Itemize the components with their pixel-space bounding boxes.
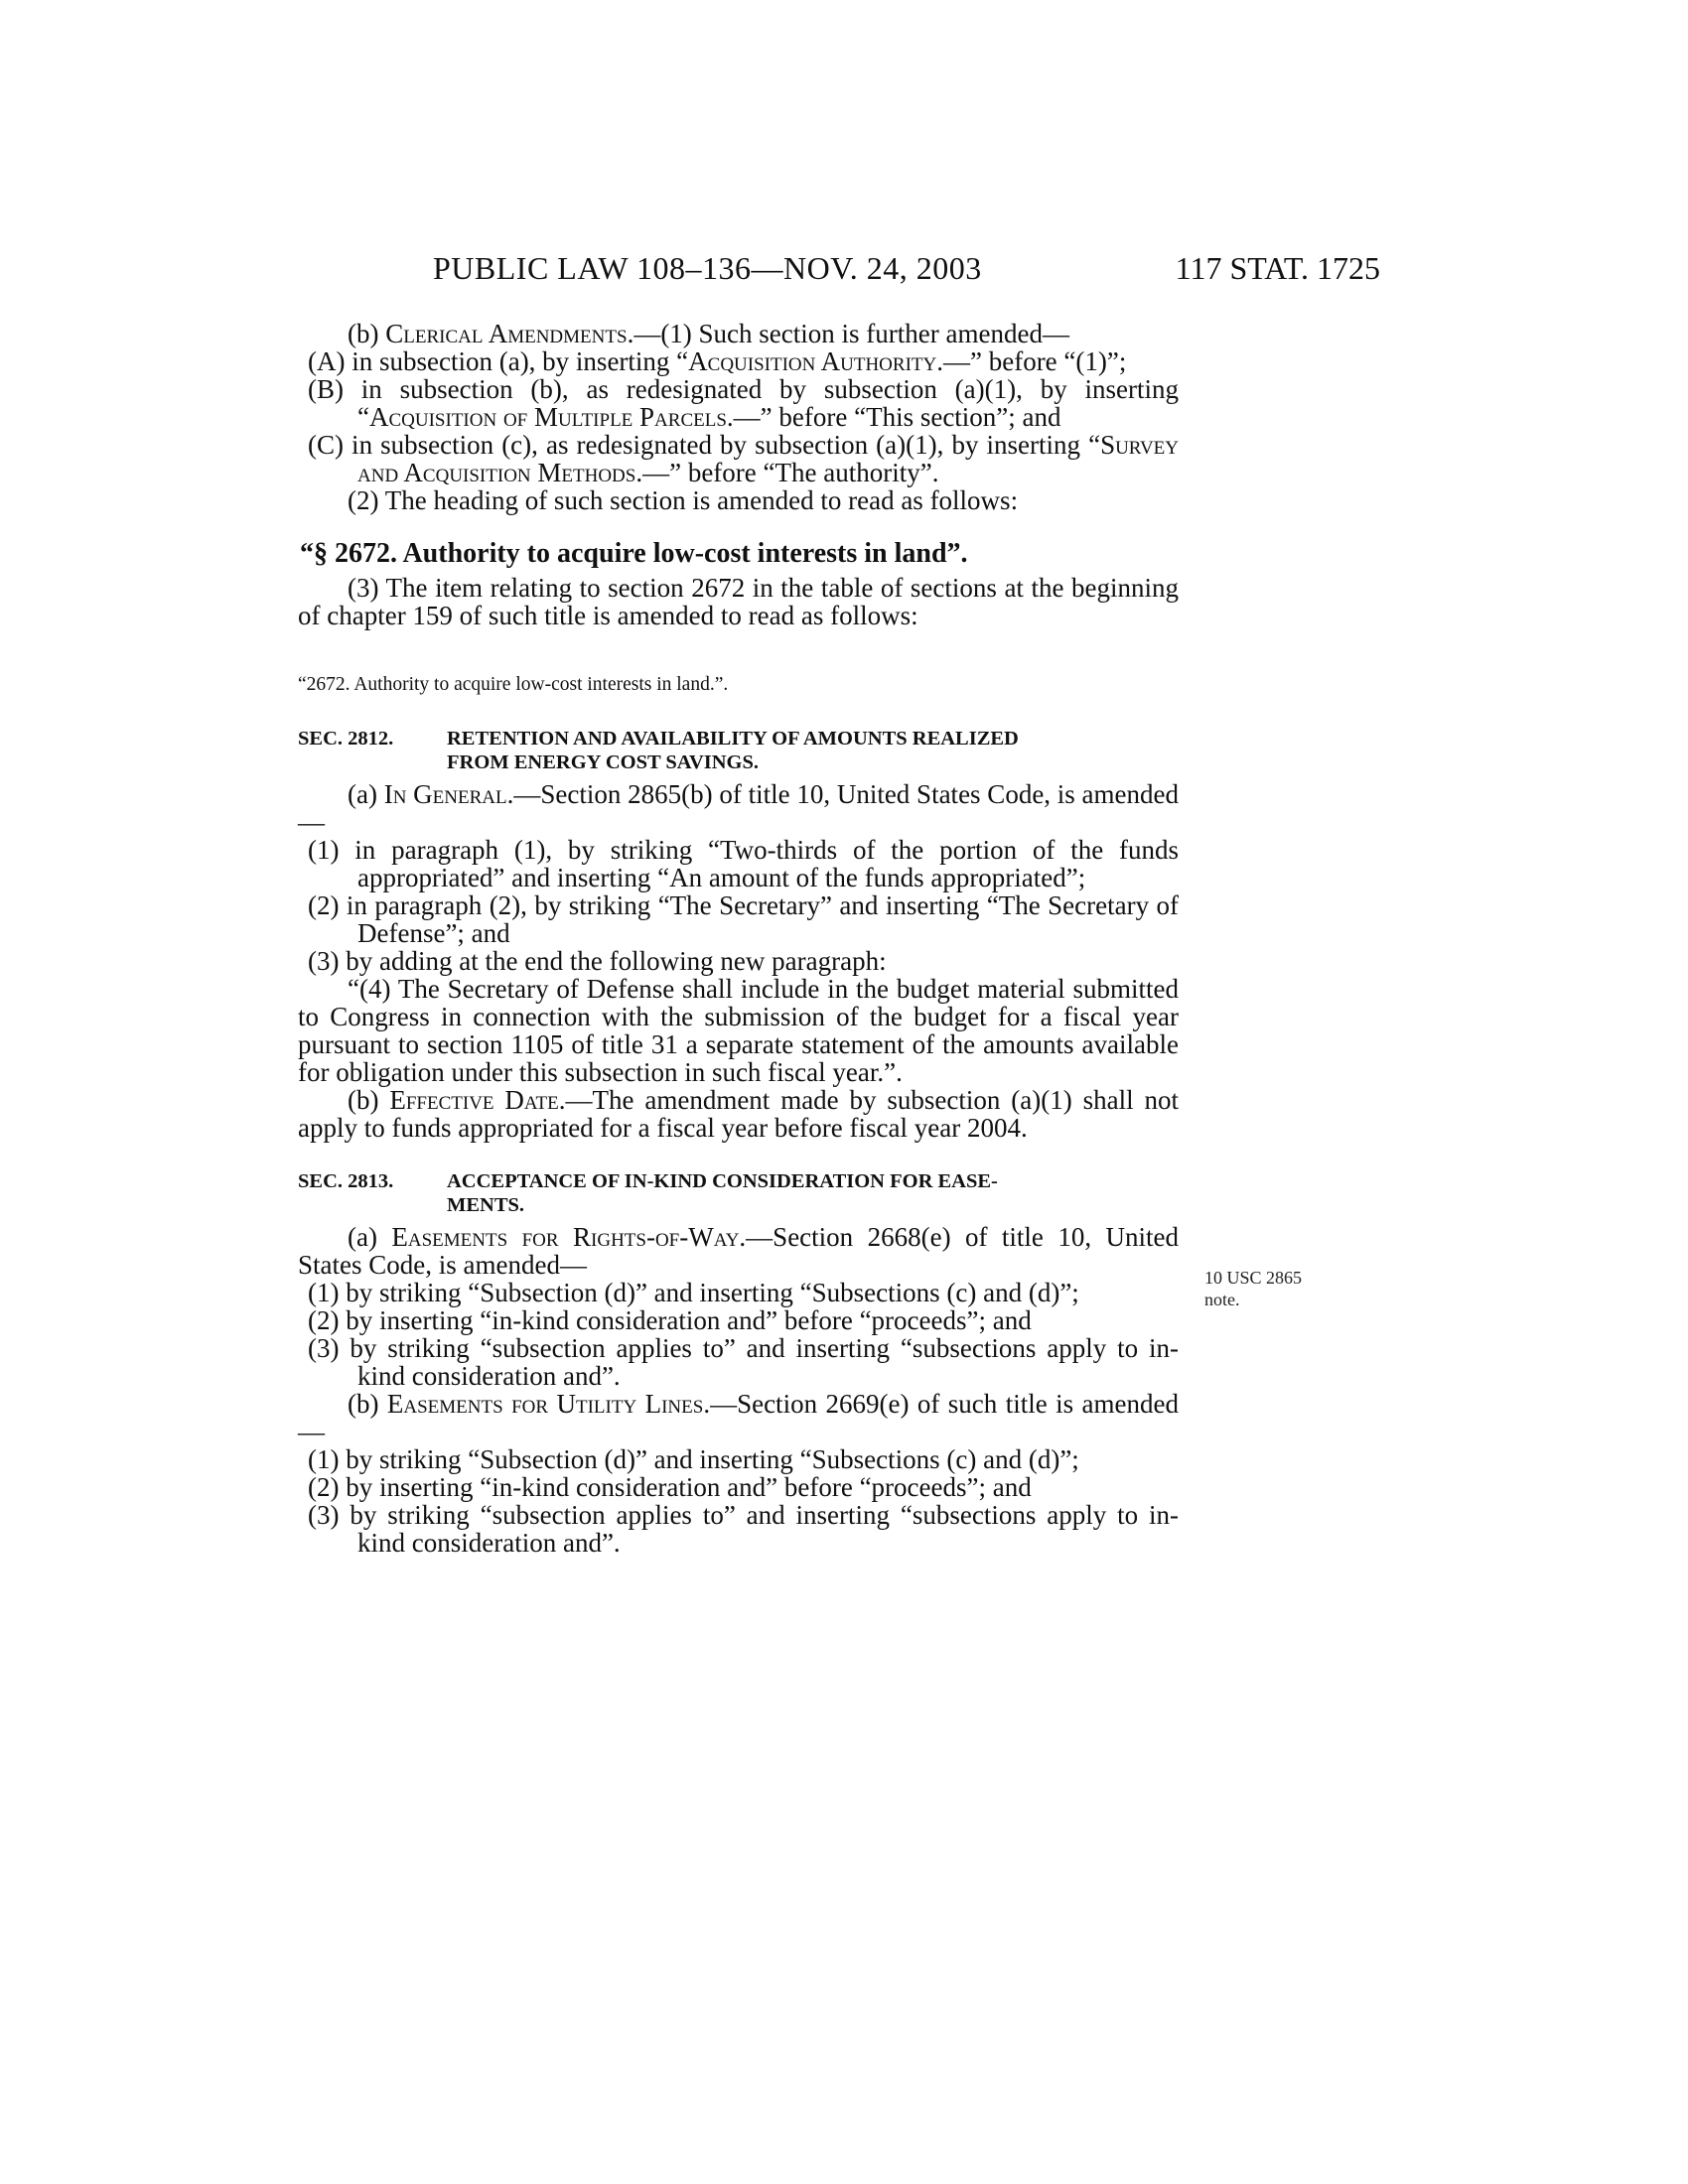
- sec2813-a-item-3: (3) by striking “subsection applies to” and inserting “subsections apply to in-kind consideration and”.: [308, 1333, 1179, 1391]
- sec2813-b-item-3: (3) by striking “subsection applies to” and inserting “subsections apply to in-kind consideration and”.: [308, 1500, 1179, 1558]
- sec2813-b-item-2: (2) by inserting “in-kind consideration and” before “proceeds”; and: [308, 1472, 1032, 1502]
- clerical-amendments-heading: Clerical Amendments: [385, 319, 628, 348]
- section-2813-heading: [298, 1169, 1179, 1217]
- page-header: [298, 250, 1380, 290]
- sec2813-subsection-b: (b) Easements for Utility Lines.—Section 2669(e) of such title is amended—: [298, 1389, 1179, 1446]
- section-title: ACCEPTANCE OF IN-KIND CONSIDERATION FOR EASE-: [447, 1170, 998, 1192]
- sec2813-a-item-1: (1) by striking “Subsection (d)” and inserting “Subsections (c) and (d)”;: [308, 1278, 1079, 1307]
- clerical-paragraph-2: (2) The heading of such section is amended to read as follows:: [348, 485, 1019, 515]
- clerical-item-c: (C) in subsection (c), as redesignated by subsection (a)(1), by inserting “Survey and Acquisition Methods.—” before “The authority”.: [308, 430, 1179, 487]
- sec2812-quoted-paragraph: “(4) The Secretary of Defense shall include in the budget material submitted to Congress in connection with the submission of the budget for a fiscal year pursuant to section 1105 of title 31 a separate statement of the amounts available for obligation under this subsection in such fiscal year.”.: [298, 974, 1179, 1087]
- sec2813-a-item-2: (2) by inserting “in-kind consideration and” before “proceeds”; and: [308, 1305, 1032, 1335]
- section-title: RETENTION AND AVAILABILITY OF AMOUNTS REALIZED: [447, 728, 1019, 750]
- section-number: SEC. 2813.: [298, 1170, 394, 1192]
- page-body: [298, 320, 1179, 1557]
- statute-page-number: 117 STAT. 1725: [1175, 250, 1380, 286]
- clerical-item-a: (A) in subsection (a), by inserting “Acquisition Authority.—” before “(1)”;: [308, 346, 1127, 376]
- sec2812-item-1: (1) in paragraph (1), by striking “Two-thirds of the portion of the funds appropriated” and inserting “An amount of the funds appropriated”;: [308, 835, 1179, 892]
- margin-note: 10 USC 2865 note.: [1204, 1268, 1303, 1309]
- section-number: SEC. 2812.: [298, 728, 394, 750]
- clerical-paragraph-3: (3) The item relating to section 2672 in the table of sections at the beginning of chapter 159 of such title is amended to read as follows:: [298, 573, 1179, 630]
- section-title-continued: FROM ENERGY COST SAVINGS.: [447, 751, 760, 773]
- running-head: PUBLIC LAW 108–136—NOV. 24, 2003: [433, 250, 982, 286]
- section-heading-2672: “§ 2672. Authority to acquire low-cost interests in land”.: [300, 538, 968, 569]
- sec2812-subsection-a: (a) In General.—Section 2865(b) of title 10, United States Code, is amended—: [298, 779, 1180, 837]
- sec2813-subsection-a: (a) Easements for Rights-of-Way.—Section 2668(e) of title 10, United States Code, is amended—: [298, 1222, 1179, 1280]
- sec2812-item-3: (3) by adding at the end the following new paragraph:: [308, 946, 887, 976]
- sec2812-subsection-b: (b) Effective Date.—The amendment made by subsection (a)(1) shall not apply to funds appropriated for a fiscal year before fiscal year 2004.: [298, 1085, 1179, 1143]
- sec2812-item-2: (2) in paragraph (2), by striking “The Secretary” and inserting “The Secretary of Defense”; and: [308, 890, 1179, 948]
- section-2812-heading: [298, 727, 1179, 774]
- clerical-amendments-paragraph: (b) Clerical Amendments.—(1) Such section is further amended—: [348, 319, 1069, 348]
- table-of-sections-item: “2672. Authority to acquire low-cost interests in land.”.: [298, 674, 729, 695]
- section-title-continued: MENTS.: [447, 1194, 525, 1216]
- clerical-item-b: (B) in subsection (b), as redesignated by subsection (a)(1), by inserting “Acquisition of Multiple Parcels.—” before “This section”; and: [308, 374, 1179, 432]
- sec2813-b-item-1: (1) by striking “Subsection (d)” and inserting “Subsections (c) and (d)”;: [308, 1444, 1079, 1474]
